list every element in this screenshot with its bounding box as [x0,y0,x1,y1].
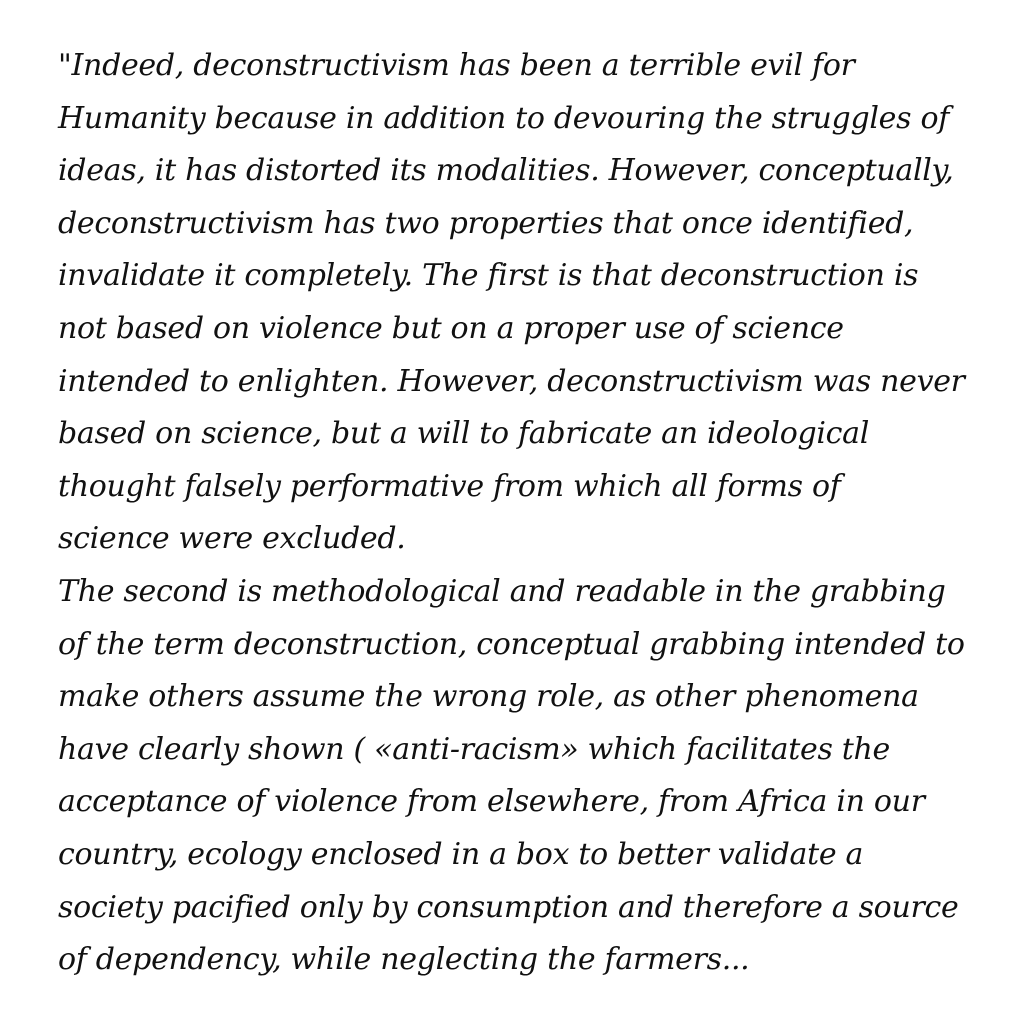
quote-text [58,40,988,987]
text-line: science were excluded. [58,521,406,557]
text-line: ideas, it has distorted its modalities. However, conceptually, [58,153,954,189]
text-line: Humanity because in addition to devouring the struggles of [58,100,950,136]
text-line: country, ecology enclosed in a box to better validate a [58,836,864,872]
text-line: of the term deconstruction, conceptual grabbing intended to [58,626,965,662]
text-line: "Indeed, deconstructivism has been a terrible evil for [58,48,855,83]
text-line: have clearly shown ( «anti-racism» which facilitates the [58,731,891,767]
text-line: society pacified only by consumption and therefore a source [58,889,959,925]
text-line: based on science, but a will to fabricate an ideological [58,416,870,452]
text-line: thought falsely performative from which all forms of [58,468,841,504]
text-line: The second is methodological and readable in the grabbing [58,573,946,609]
text-line: not based on violence but on a proper use of science [58,310,844,346]
text-line: acceptance of violence from elsewhere, from Africa in our [58,784,925,820]
text-line: make others assume the wrong role, as other phenomena [58,679,919,715]
text-line: of dependency, while neglecting the farmers... [58,942,750,978]
text-line: invalidate it completely. The first is that deconstruction is [58,258,919,294]
text-line: deconstructivism has two properties that once identified, [58,205,914,241]
text-line: intended to enlighten. However, deconstructivism was never [58,363,965,399]
